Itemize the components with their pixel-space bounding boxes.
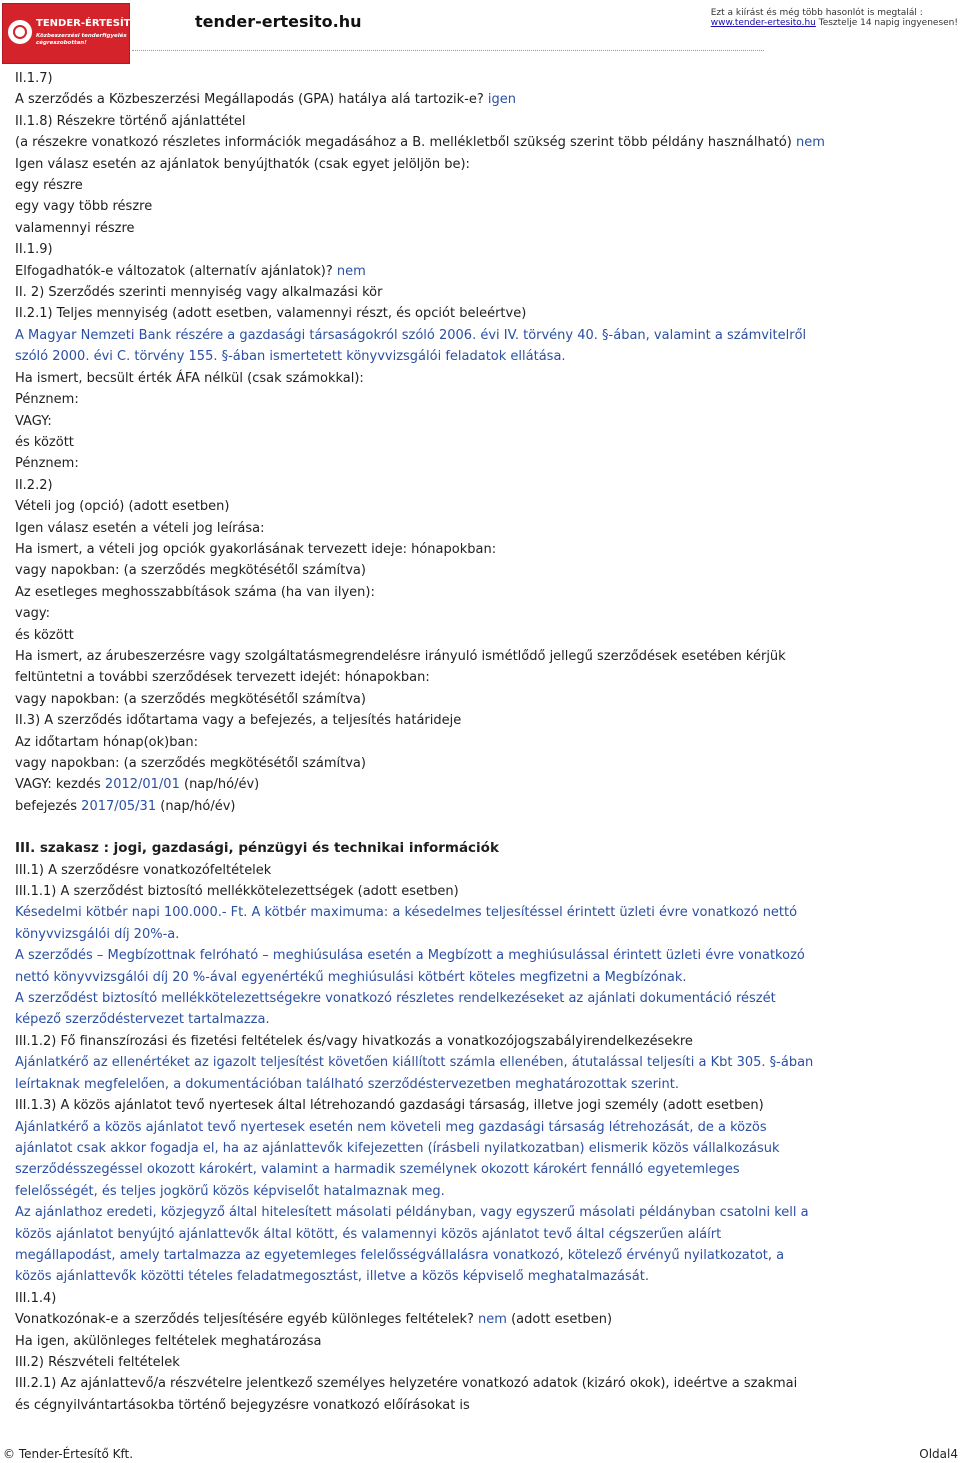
answer-paragraph: Az ajánlathoz eredeti, közjegyző által hitelesített másolati példányban, vagy egyszerű másolati példányban csatolni kell a közös ajánlatot benyújtó ajánlattevők által kötött, és valamennyi közös ajánlatot tevő által cégszerűen aláírt megállapodást, amely tartalmazza az egyetemleges felelősségvállalásra vonatkozó, kötelező érvényű nyilatkozatot, a közös ajánlattevők közötti tételes feladatmegosztást, illetve a közös képviselő meghatalmazását. (15, 1205, 809, 1285)
promo-line-1: Ezt a kiírást és még több hasonlót is megtalál : (710, 8, 923, 18)
doc-line: III.1.2) Fő finanszírozási és fizetési feltételek és/vagy hivatkozás a vonatkozójogszabályirendelkezésekre (15, 1033, 693, 1049)
doc-line (15, 774, 815, 795)
answer-paragraph: A Magyar Nemzeti Bank részére a gazdasági társaságokról szóló 2006. évi IV. törvény 40. §-ában, valamint a számvitelről szóló 2000. évi C. törvény 155. §-ában ismertetett könyvvizsgálói feladatok ellátása. (15, 327, 807, 365)
doc-line (15, 1309, 815, 1330)
label-text: VAGY: kezdés (15, 777, 105, 793)
date-format-text: (nap/hó/év) (179, 777, 260, 793)
doc-line: egy vagy több részre (15, 199, 153, 215)
doc-line: Pénznem: (15, 456, 79, 472)
answer-value: nem (478, 1312, 507, 1328)
page-footer (0, 1445, 960, 1463)
answer-paragraph: Ajánlatkérő a közös ajánlatot tevő nyertesek esetén nem követeli meg gazdasági társaság létrehozását, de a közös ajánlatot csak akkor fogadja el, ha az ajánlattevők kifejezetten (írásbeli nyilatkozatban) elismerik közös vállalkozásuk szerződésszegéssel okozott károkért, valamint a harmadik személynek okozott károkért fennálló egyetemleges felelősségét, és teljes jogkörű közös képviselőt hatalmaznak meg. (15, 1119, 780, 1199)
doc-line: II. 2) Szerződés szerinti mennyiség vagy alkalmazási kör (15, 285, 383, 301)
doc-paragraph: Ha ismert, az árubeszerzésre vagy szolgáltatásmegrendelésre irányuló ismétlődő jellegű szerződések esetében kérjük feltüntetni a további szerződések tervezett idejét: hónapokban: (15, 648, 786, 686)
doc-line: III.1.4) (15, 1290, 57, 1306)
document-body (15, 68, 825, 1416)
doc-line: vagy napokban: (a szerződés megkötésétől számítva) (15, 691, 366, 707)
doc-line: vagy napokban: (a szerződés megkötésétől számítva) (15, 756, 366, 771)
logo-emblem-icon (8, 20, 32, 44)
footer-page-number: Oldal4 (919, 1447, 958, 1461)
doc-line: vagy napokban: (a szerződés megkötésétől számítva) (15, 563, 366, 579)
question-text: Vonatkozónak-e a szerződés teljesítésére egyéb különleges feltételek? (15, 1312, 479, 1328)
doc-line: Ha ismert, becsült érték ÁFA nélkül (csak számokkal): (15, 370, 364, 386)
doc-line: Ha igen, akülönleges feltételek meghatározása (15, 1333, 322, 1349)
answer-paragraph: Késedelmi kötbér napi 100.000.- Ft. A kötbér maximuma: a késedelmes teljesítéssel érintett üzleti évre vonatkozó nettó könyvvizsgálói díj 20%-a. (15, 905, 798, 942)
site-title: tender-ertesito.hu (195, 12, 362, 31)
doc-line: II.2.2) (15, 477, 53, 493)
doc-line: VAGY: (15, 413, 52, 429)
promo-link[interactable]: www.tender-ertesito.hu (710, 18, 816, 28)
doc-line: egy részre (15, 178, 83, 194)
date-format-text: (nap/hó/év) (156, 798, 236, 814)
doc-line: II.1.8) Részekre történő ajánlattétel (15, 113, 246, 129)
doc-paragraph: III.2.1) Az ajánlattevő/a részvételre jelentkező személyes helyzetére vonatkozó adatok (kizáró okok), ideértve a szakmai és cégnyilvántartásokba történő bejegyzésre vonatkozó előírásokat is (15, 1376, 798, 1413)
end-date-value: 2017/05/31 (81, 798, 157, 814)
answer-value: igen (487, 92, 516, 108)
answer-paragraph: Ajánlatkérő az ellenértéket az igazolt teljesítést követően kiállított számla ellenében, átutalással teljesíti a Kbt 305. §-ában leírtaknak megfelelően, a dokumentációban található szerződéstervezetben meghatározottak szerint. (15, 1055, 814, 1092)
doc-line: vagy: (15, 606, 51, 622)
question-suffix: (adott esetben) (506, 1312, 613, 1328)
doc-line: II.3) A szerződés időtartama vagy a befejezés, a teljesítés határideje (15, 713, 462, 729)
doc-line (15, 261, 815, 282)
section-heading: III. szakasz : jogi, gazdasági, pénzügyi és technikai információk (15, 840, 499, 857)
doc-line: és között (15, 434, 74, 450)
promo-text (711, 8, 958, 28)
label-text: befejezés (15, 798, 82, 814)
doc-line (15, 132, 825, 153)
doc-line: III.1.1) A szerződést biztosító mellékkötelezettségek (adott esetben) (15, 884, 459, 900)
promo-line-2 (711, 18, 958, 28)
header-divider (132, 50, 764, 51)
doc-line: II.1.9) (15, 242, 53, 258)
doc-line: III.2) Részvételi feltételek (15, 1354, 180, 1370)
doc-line: valamennyi részre (15, 220, 135, 236)
doc-line: Igen válasz esetén a vételi jog leírása: (15, 520, 265, 536)
site-logo[interactable] (2, 3, 158, 64)
start-date-value: 2012/01/01 (104, 777, 180, 793)
promo-line-2-rest: Tesztelje 14 napig ingyenesen! (815, 18, 958, 28)
doc-line: II.2.1) Teljes mennyiség (adott esetben, valamennyi részt, és opciót beleértve) (15, 306, 527, 322)
doc-line: Pénznem: (15, 392, 79, 408)
logo-title: TENDER-ÉRTESÍTŐ.hu (36, 18, 158, 29)
doc-line: Vételi jog (opció) (adott esetben) (15, 499, 230, 515)
doc-line: III.1) A szerződésre vonatkozófeltételek (15, 862, 272, 878)
answer-paragraph: A szerződés – Megbízottnak felróható – meghiúsulása esetén a Megbízott a meghiúsulással érintett üzleti évre vonatkozó nettó könyvvizsgálói díj 20 %-ával egyenértékű meghiúsulási kötbért köteles megfizetni a Megbízónak. (15, 948, 805, 985)
answer-value: nem (795, 135, 825, 151)
doc-line: Az esetleges meghosszabbítások száma (ha van ilyen): (15, 584, 375, 600)
answer-paragraph: A szerződést biztosító mellékkötelezettségekre vonatkozó részletes rendelkezéseket az ajánlati dokumentáció részét képező szerződéstervezet tartalmazza. (15, 991, 776, 1028)
doc-line: Ha ismert, a vételi jog opciók gyakorlásának tervezett ideje: hónapokban: (15, 541, 497, 557)
doc-line: Az időtartam hónap(ok)ban: (15, 734, 199, 750)
logo-subtitle: Közbeszerzési tenderfigyelés cégreszobottan! (36, 33, 127, 46)
question-text: (a részekre vonatkozó részletes információk megadásához a B. mellékletből szükség szerint több példány használható) (15, 135, 796, 151)
answer-value: nem (336, 263, 366, 279)
doc-line: II.1.7) (15, 71, 53, 86)
footer-copyright: © Tender-Értesítő Kft. (3, 1447, 134, 1461)
doc-line: III.1.3) A közös ajánlatot tevő nyertesek által létrehozandó gazdasági társaság, illetve jogi személy (adott esetben) (15, 1098, 764, 1114)
page-header (0, 0, 960, 66)
doc-line: és között (15, 627, 74, 643)
question-text: Elfogadhatók-e változatok (alternatív ajánlatok)? (15, 263, 337, 279)
question-text: A szerződés a Közbeszerzési Megállapodás (GPA) hatálya alá tartozik-e? (15, 92, 488, 108)
doc-line (15, 796, 815, 817)
doc-line (15, 89, 815, 110)
doc-line: Igen válasz esetén az ajánlatok benyújthatók (csak egyet jelöljön be): (15, 156, 470, 172)
